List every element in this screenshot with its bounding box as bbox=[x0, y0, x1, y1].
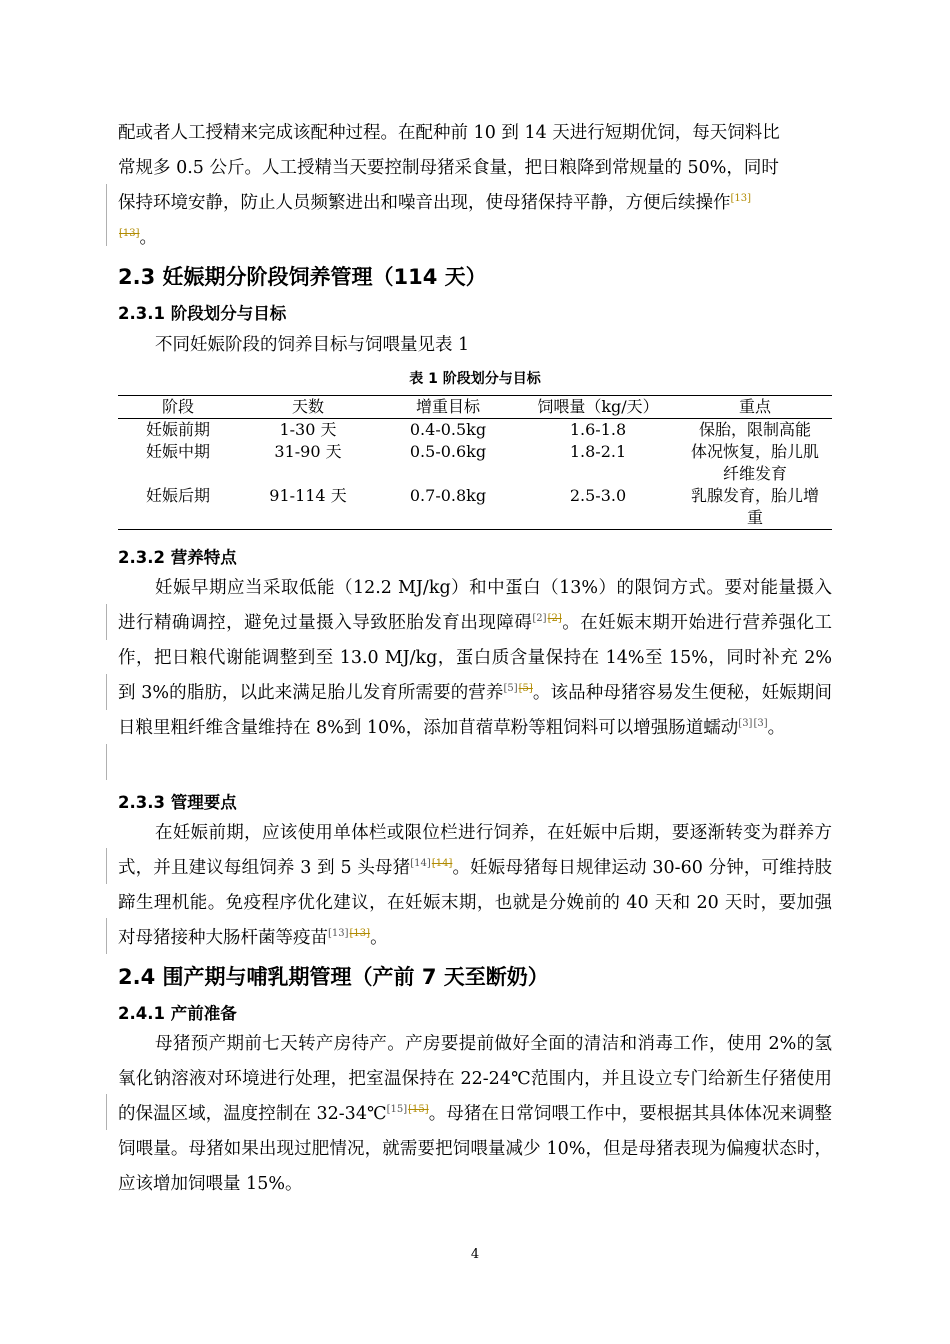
table-row bbox=[118, 485, 832, 530]
subsection-heading: 2.3.3 管理要点 bbox=[118, 793, 237, 812]
table-cell: 妊娠后期 bbox=[145, 486, 210, 505]
paragraph-line: 配或者人工授精来完成该配种过程。在配种前 10 到 14 天进行短期优饲，每天饲料比 bbox=[118, 123, 780, 143]
table-cell: 0.5-0.6kg bbox=[409, 442, 487, 461]
table-row bbox=[118, 441, 832, 485]
table-header-row bbox=[118, 396, 832, 419]
section-heading: 2.3 妊娠期分阶段饲养管理（114 天） bbox=[118, 265, 487, 289]
page-number: 4 bbox=[470, 1247, 480, 1262]
change-bar bbox=[106, 674, 107, 710]
section-heading: 2.4 围产期与哺乳期管理（产前 7 天至断奶） bbox=[118, 965, 549, 989]
header-cell: 重点 bbox=[738, 397, 771, 416]
header-cell: 阶段 bbox=[161, 397, 194, 416]
citation-deleted: [13] bbox=[119, 228, 140, 240]
table-cell: 0.4-0.5kg bbox=[409, 420, 487, 439]
citation bbox=[731, 193, 752, 204]
citation: [13][13] bbox=[328, 928, 371, 940]
table-cell: 0.7-0.8kg bbox=[409, 486, 487, 505]
table-row bbox=[118, 419, 832, 442]
table-cell: 乳腺发育，胎儿增重 bbox=[690, 486, 819, 527]
table-cell: 2.5-3.0 bbox=[569, 486, 627, 505]
change-bar bbox=[106, 918, 107, 954]
citation-new: [13] bbox=[730, 193, 752, 205]
paragraph-nutrition: 妊娠早期应当采取低能（12.2 MJ/kg）和中蛋白（13%）的限饲方式。要对能量摄入进行精确调控，避免过量摄入导致胚胎发育出现障碍[2][2]。在妊娠末期开始进行营养强化工作，把日粮代谢能调整到至 13.0 MJ/kg，蛋白质含量保持在 14%至 15%，同时补充 2%到 3%的脂肪，以此来满足胎儿发育所需要的营养[5][5]。该品种母猪容易发生便秘，妊娠期间日粮里粗纤维含量维持在 8%到 10%，添加苜蓿草粉等粗饲料可以增强肠道蠕动[3][3]。 bbox=[118, 578, 833, 738]
table-cell: 31-90 天 bbox=[274, 442, 342, 461]
table-cell: 1.6-1.8 bbox=[569, 420, 627, 439]
header-cell: 天数 bbox=[291, 397, 324, 416]
paragraph-line: 常规多 0.5 公斤。人工授精当天要控制母猪采食量，把日粮降到常规量的 50%，同时 bbox=[118, 158, 779, 178]
paragraph-breeding bbox=[118, 116, 832, 256]
citation: [15][15] bbox=[386, 1104, 429, 1116]
table-cell: 1.8-2.1 bbox=[569, 442, 627, 461]
change-bar bbox=[106, 744, 107, 780]
header-cell: 饲喂量（kg/天） bbox=[537, 397, 659, 416]
citation: [5][5] bbox=[503, 683, 533, 695]
table-cell: 妊娠前期 bbox=[145, 420, 210, 439]
header-cell: 增重目标 bbox=[415, 397, 480, 416]
table-caption: 表 1 阶段划分与目标 bbox=[409, 371, 541, 387]
subsection-heading: 2.4.1 产前准备 bbox=[118, 1004, 237, 1023]
table-cell: 1-30 天 bbox=[279, 420, 337, 439]
table-cell: 保胎，限制高能 bbox=[698, 420, 811, 439]
citation: [2][2] bbox=[532, 613, 562, 625]
paragraph-text: 保持环境安静，防止人员频繁进出和噪音出现，使母猪保持平静，方便后续操作 bbox=[118, 193, 731, 213]
change-bar bbox=[106, 848, 107, 884]
table-cell: 妊娠中期 bbox=[145, 442, 210, 461]
stage-table bbox=[118, 395, 832, 530]
change-bar bbox=[106, 1094, 107, 1130]
table-cell: 91-114 天 bbox=[269, 486, 347, 505]
paragraph-line bbox=[118, 186, 832, 221]
citation: [14][14] bbox=[410, 858, 453, 870]
subsection-heading: 2.3.1 阶段划分与目标 bbox=[118, 304, 287, 323]
paragraph-management: 在妊娠前期，应该使用单体栏或限位栏进行饲养，在妊娠中后期，要逐渐转变为群养方式，并且建议每组饲养 3 到 5 头母猪[14][14]。妊娠母猪每日规律运动 30-60 分钟，可维持肢蹄生理机能。免疫程序优化建议，在妊娠末期，也就是分娩前的 40 天和 20 天时，要加强对母猪接种大肠杆菌等疫苗[13][13]。 bbox=[118, 823, 832, 948]
change-bar bbox=[106, 184, 107, 246]
citation: [3][3] bbox=[738, 718, 768, 730]
change-bar bbox=[106, 604, 107, 640]
paragraph-prenatal: 母猪预产期前七天转产房待产。产房要提前做好全面的清洁和消毒工作，使用 2%的氢氧化钠溶液对环境进行处理，把室温保持在 22-24℃范围内，并且设立专门给新生仔猪使用的保温区域，温度控制在 32-34℃[15][15]。母猪在日常饲喂工作中，要根据其具体体况来调整饲喂量。母猪如果出现过肥情况，就需要把饲喂量减少 10%，但是母猪表现为偏瘦状态时，应该增加饲喂量 15%。 bbox=[118, 1034, 833, 1194]
table-intro: 不同妊娠阶段的饲养目标与饲喂量见表 1 bbox=[155, 335, 470, 355]
subsection-heading: 2.3.2 营养特点 bbox=[118, 548, 237, 567]
table-cell: 体况恢复，胎儿肌纤维发育 bbox=[690, 442, 819, 483]
paragraph-line: [13]。 bbox=[119, 228, 158, 248]
